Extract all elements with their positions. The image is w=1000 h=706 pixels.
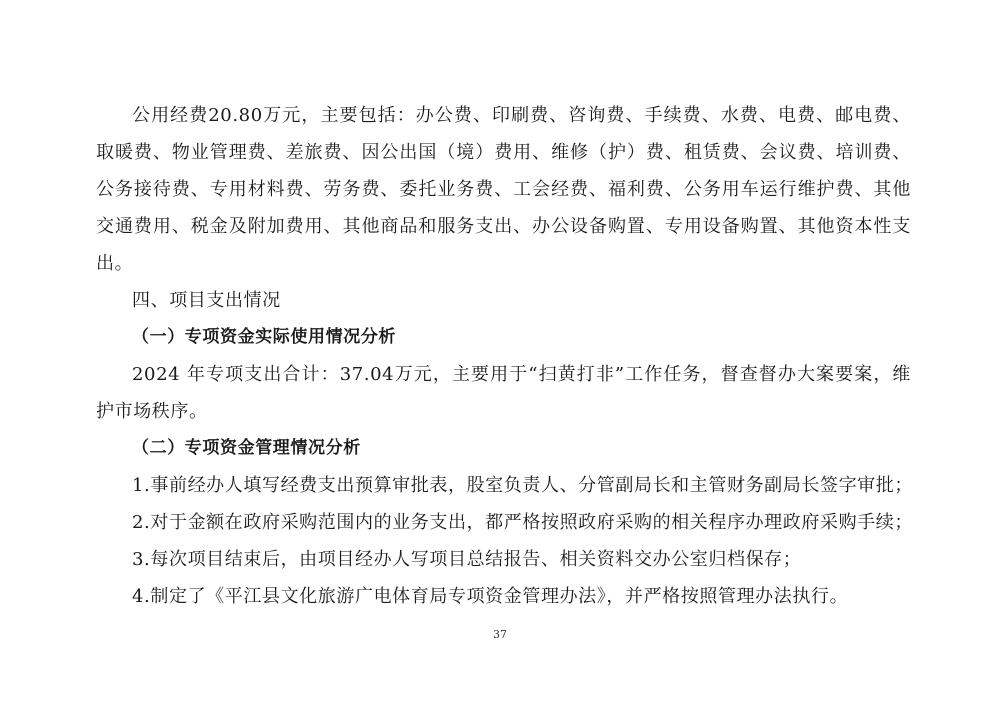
- management-item-1: 1.事前经办人填写经费支出预算审批表，股室负责人、分管副局长和主管财务副局长签字审批；: [132, 475, 913, 496]
- management-item-4: 4.制定了《平江县文化旅游广电体育局专项资金管理办法》，并严格按照管理办法执行。: [132, 586, 849, 607]
- subsection-2-heading: （二）专项资金管理情况分析: [132, 438, 361, 458]
- management-item-2: 2.对于金额在政府采购范围内的业务支出，都严格按照政府采购的相关程序办理政府采购手续；: [132, 512, 913, 533]
- public-funds-paragraph: 公用经费20.80万元，主要包括：办公费、印刷费、咨询费、手续费、水费、电费、邮电费、取暖费、物业管理费、差旅费、因公出国（境）费用、维修（护）费、租赁费、会议费、培训费、公务接待费、专用材料费、劳务费、委托业务费、工会经费、福利费、公务用车运行维护费、其他交通费用、税金及附加费用、其他商品和服务支出、办公设备购置、专用设备购置、其他资本性支出。: [96, 105, 911, 274]
- subsection-1-heading: （一）专项资金实际使用情况分析: [132, 327, 396, 347]
- special-spending-paragraph: 2024 年专项支出合计：37.04万元，主要用于“扫黄打非”工作任务，督查督办大案要案，维护市场秩序。: [96, 364, 911, 422]
- page-number: 37: [493, 628, 507, 641]
- management-item-3: 3.每次项目结束后，由项目经办人写项目总结报告、相关资料交办公室归档保存；: [132, 549, 802, 570]
- section-4-heading: 四、项目支出情况: [132, 290, 281, 311]
